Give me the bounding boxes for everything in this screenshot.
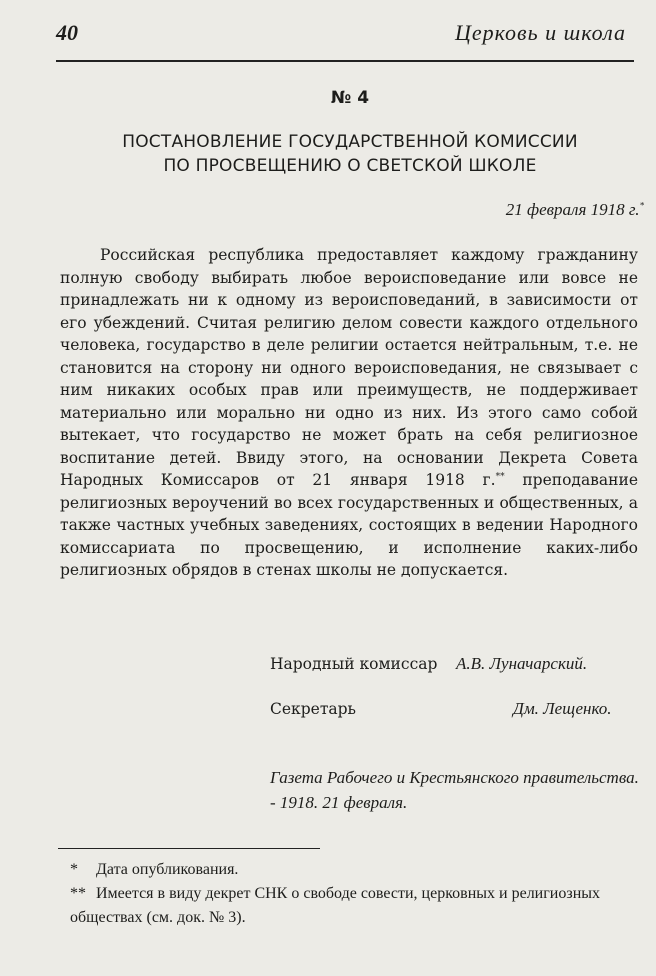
footnote-item (70, 882, 645, 930)
body-text-part-2: преподавание религиозных вероучений во всех государственных и общественных, а также частных учебных заведениях, состоящих в ведении Народного комиссариата по просвещению, и исполнение каких-либо религиозных обрядов в стенах школы не допускается. (60, 471, 638, 579)
footnote-item (70, 858, 645, 882)
body-footnote-mark: ** (495, 471, 505, 482)
page-number: 40 (56, 20, 78, 45)
signature-role-secretary: Секретарь (270, 700, 356, 718)
footnotes (70, 858, 645, 930)
footnote-mark: * (70, 861, 78, 878)
document-number: № 4 (330, 88, 370, 108)
signature-name-secretary: Дм. Лещенко. (513, 699, 612, 718)
footnote-rule (58, 848, 320, 849)
header-rule (56, 60, 634, 62)
page-header (56, 10, 634, 62)
footnote-text: Имеется в виду декрет СНК о свободе совести, церковных и религиозных обществах (см. док. № 3). (70, 885, 600, 926)
date-footnote-mark: * (639, 200, 644, 211)
footnote-mark: ** (70, 885, 86, 902)
body-paragraph (60, 244, 638, 582)
footnote-text: Дата опубликования. (96, 861, 239, 878)
title-line-1: ПОСТАНОВЛЕНИЕ ГОСУДАРСТВЕННОЙ КОМИССИИ (122, 132, 578, 152)
document-title (40, 130, 656, 178)
signature-role-commissar: Народный комиссар (270, 655, 438, 673)
signature-name-commissar: А.В. Луначарский. (456, 654, 588, 673)
running-title: Церковь и школа (454, 20, 626, 45)
document-date (506, 200, 644, 220)
source-citation: Газета Рабочего и Крестьянского правительства. - 1918. 21 февраля. (270, 768, 639, 812)
body-text-part-1: Российская республика предоставляет каждому гражданину полную свободу выбирать любое вероисповедание или вовсе не принадлежать ни к одному из вероисповеданий, в зависимости от его убеждений. Считая религию делом совести каждого отдельного человека, государство в деле религии остается нейтральным, т.е. не становится на сторону ни одного вероисповедания, не связывает с ним никаких особых прав или преимуществ, не поддерживает материально или морально ни одно из них. Из этого само собой вытекает, что государство не может брать на себя религиозное воспитание детей. Ввиду этого, на основании Декрета Совета Народных Комиссаров от 21 января 1918 г. (60, 246, 638, 489)
title-line-2: ПО ПРОСВЕЩЕНИЮ О СВЕТСКОЙ ШКОЛЕ (163, 156, 537, 176)
date-text: 21 февраля 1918 г. (505, 200, 640, 219)
